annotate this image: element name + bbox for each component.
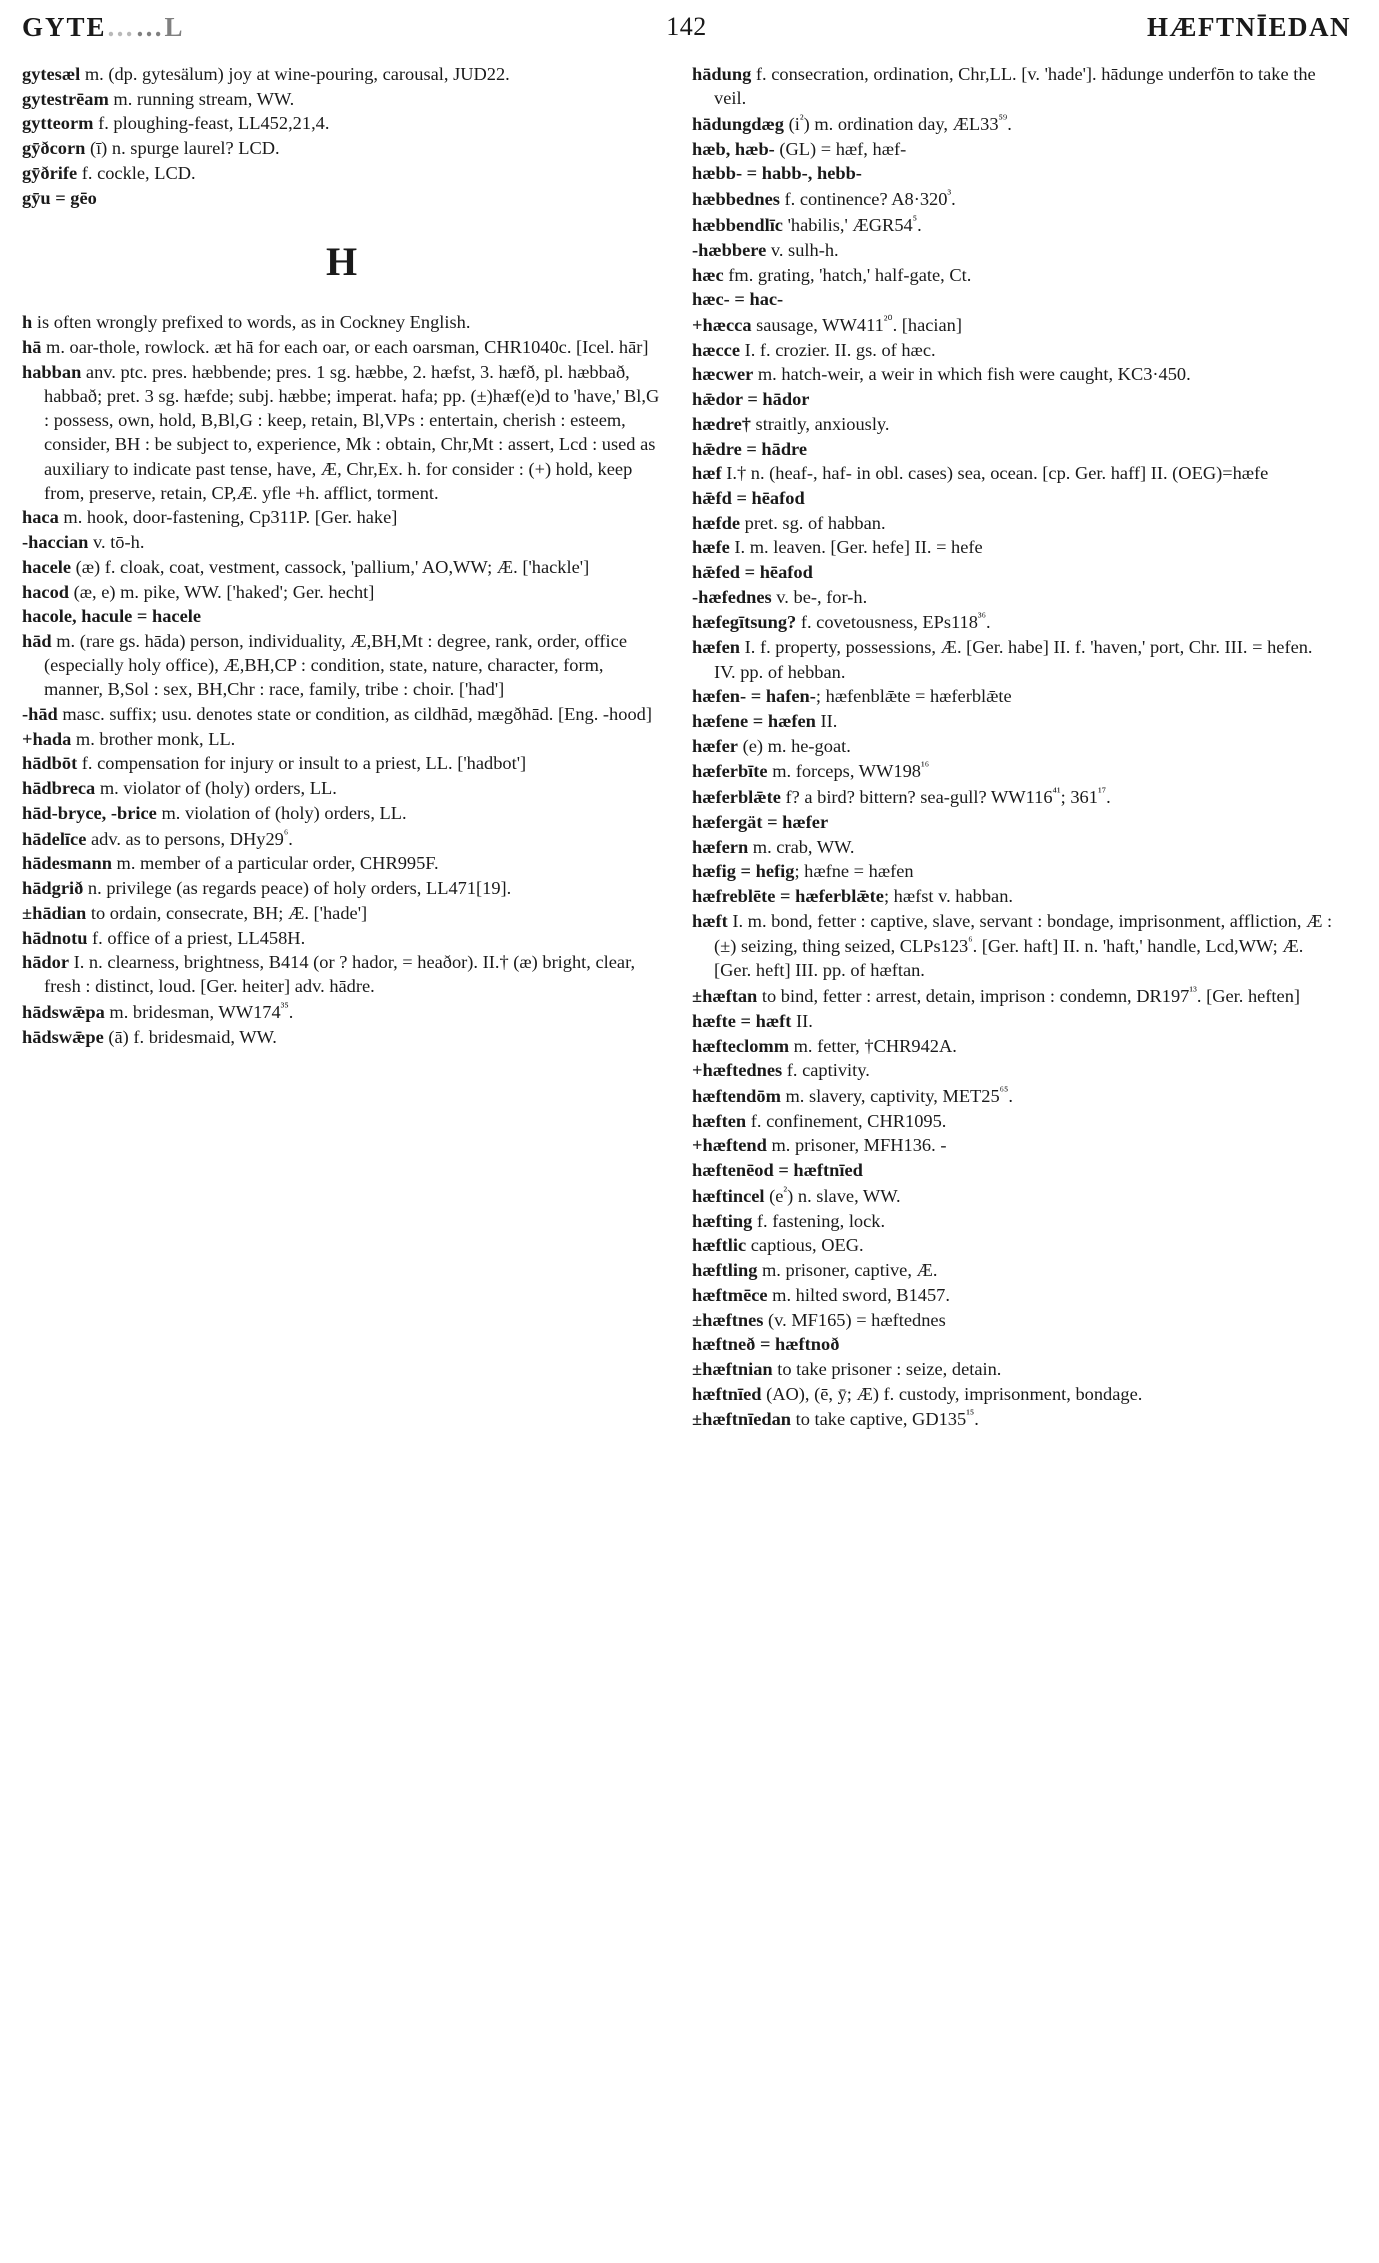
headword: hæfde: [692, 512, 741, 533]
dictionary-entry: hæfer (e) m. he-goat.: [692, 735, 851, 756]
dictionary-entry: ±hæftnian to take prisoner : seize, detain.: [692, 1358, 1002, 1379]
dictionary-entry: hæfteclomm m. fetter, †CHR942A.: [692, 1035, 957, 1056]
headword: +hæcca: [692, 315, 752, 336]
headword: +hæftednes: [692, 1060, 783, 1081]
headword: hǣdre = hādre: [692, 438, 808, 459]
headword: hæftnīed: [692, 1383, 762, 1404]
headword: +hæftend: [692, 1135, 767, 1156]
dictionary-entry: hæfe I. m. leaven. [Ger. hefe] II. = hefe: [692, 537, 983, 558]
headword: -hād: [22, 704, 58, 725]
headword: hādelīce: [22, 828, 87, 849]
dictionary-entry: hæftling m. prisoner, captive, Æ.: [692, 1260, 938, 1281]
dictionary-entry: hæfern m. crab, WW.: [692, 836, 855, 857]
letter-heading: H: [325, 238, 359, 284]
headword: hæftneð = hæftnoð: [692, 1334, 840, 1355]
headword: hæbbednes: [692, 189, 780, 210]
headword: hæcwer: [692, 364, 754, 385]
dictionary-entry: [692, 560, 1337, 584]
headword: hacod: [22, 581, 70, 602]
headword: hacole, hacule = hacele: [22, 606, 202, 627]
headword: hæc: [692, 264, 724, 285]
headword: hæferblǣte: [692, 787, 781, 808]
headword: hæfen- = hafen-: [692, 686, 816, 707]
headword: hǣdor = hādor: [692, 389, 810, 410]
headword: ±hæftnīedan: [692, 1409, 792, 1430]
headword: hæfte = hæft: [692, 1010, 792, 1031]
headword: hæfig = hefig: [692, 861, 795, 882]
dictionary-entry: h is often wrongly prefixed to words, as in Cockney English.: [22, 312, 471, 333]
headword: hæf: [692, 463, 722, 484]
dictionary-entry: +hada m. brother monk, LL.: [22, 728, 236, 749]
dictionary-entry: hæferblǣte f? a bird? bittern? sea-gull? $WW116^{^{41}}$; $361^{^{17}}$.: [692, 785, 1111, 808]
dictionary-entry: hæcwer m. hatch-weir, a weir in which fish were caught, KC3·450.: [692, 364, 1191, 385]
dictionary-entry: hæftmēce m. hilted sword, B1457.: [692, 1284, 950, 1305]
dictionary-entry: [692, 1332, 1337, 1356]
right-column: [692, 62, 1337, 2255]
headword: hādor: [22, 952, 70, 973]
dictionary-entry: ±hādian to ordain, consecrate, BH; Æ. ['hade']: [22, 902, 368, 923]
dictionary-entry: hæfig = hefig; hæfne = hæfen: [692, 861, 914, 882]
headword: hæfene = hæfen: [692, 710, 816, 731]
dictionary-entry: -hād masc. suffix; usu. denotes state or condition, as cildhād, mægðhād. [Eng. -hood]: [22, 704, 652, 725]
dictionary-entry: hādswǣpe (ā) f. bridesmaid, WW.: [22, 1026, 277, 1047]
headword: hǣfd = hēafod: [692, 487, 805, 508]
dictionary-entry: gytestrēam m. running stream, WW.: [22, 88, 295, 109]
dictionary-entry: gȳðcorn (ī) n. spurge laurel? LCD.: [22, 138, 280, 159]
headword: gytestrēam: [22, 88, 109, 109]
dictionary-entry: hādbōt f. compensation for injury or insult to a priest, LL. ['hadbot']: [22, 753, 527, 774]
dictionary-entry: ±hæftnīedan to take captive, $GD135^{^{15}}$.: [692, 1407, 979, 1430]
dictionary-entry: -hæbbere v. sulh-h.: [692, 239, 839, 260]
dictionary-entry: hacele (æ) f. cloak, coat, vestment, cassock, 'pallium,' AO,WW; Æ. ['hackle']: [22, 556, 590, 577]
dictionary-entry: gytesæl m. (dp. gytesälum) joy at wine-pouring, carousal, JUD22.: [22, 64, 510, 84]
headword: hādbōt: [22, 753, 78, 774]
dictionary-entry: hæfen I. f. property, possessions, Æ. [Ger. habe] II. f. 'haven,' port, Chr. III. = hefen. IV. pp. of hebban.: [692, 637, 1313, 682]
headword: hādswǣpe: [22, 1026, 104, 1047]
dictionary-entry: hacod (æ, e) m. pike, WW. ['haked'; Ger. hecht]: [22, 581, 375, 602]
headword: hæfergät = hæfer: [692, 811, 829, 832]
dictionary-entry: hæftnīed (AO), (ē, ȳ; Æ) f. custody, imprisonment, bondage.: [692, 1383, 1143, 1404]
headword: hæfen: [692, 637, 741, 658]
dictionary-entry: [692, 1158, 1337, 1182]
headword: hacele: [22, 556, 72, 577]
headword: hæb, hæb-: [692, 138, 775, 159]
dictionary-entry: gȳðrife f. cockle, LCD.: [22, 162, 196, 183]
dictionary-entry: hæfen- = hafen-; hæfenblǣte = hæferblǣte: [692, 686, 1012, 707]
headword: gytesæl: [22, 64, 81, 84]
dictionary-entry: [692, 161, 1337, 185]
headword: hæfreblēte = hæferblǣte: [692, 886, 884, 907]
dictionary-entry: [692, 287, 1337, 311]
dictionary-entry: gytteorm f. ploughing-feast, LL452,21,4.: [22, 113, 330, 134]
headword: h: [22, 312, 33, 333]
headword: hæfer: [692, 735, 738, 756]
headword: -hæfednes: [692, 586, 772, 607]
headword: hæftenēod = hæftnīed: [692, 1160, 863, 1181]
dictionary-entry: hādelīce adv. as to persons, $DHy29^{^6}$.: [22, 826, 293, 849]
headword: gȳðcorn: [22, 138, 86, 159]
headword: -hæbbere: [692, 239, 767, 260]
dictionary-entry: haca m. hook, door-fastening, Cp311P. [Ger. hake]: [22, 507, 398, 528]
headword: hæftendōm: [692, 1086, 781, 1107]
dictionary-entry: hādungdæg $(i^{^2})$ m. ordination day, $ÆL33^{^{59}}$.: [692, 111, 1012, 135]
headword: hǣfed = hēafod: [692, 562, 813, 583]
dictionary-entry: hæbbednes f. continence? $A8\cdot 320^{^3}$.: [692, 187, 956, 210]
dictionary-entry: hæf I.† n. (heaf-, haf- in obl. cases) sea, ocean. [cp. Ger. haff] II. (OEG)=hæfe: [692, 463, 1269, 484]
dictionary-entry: [22, 186, 662, 210]
dictionary-entry: hādgrið n. privilege (as regards peace) of holy orders, LL471[19].: [22, 878, 512, 899]
headword: hæfteclomm: [692, 1035, 790, 1056]
headword: hæftlic: [692, 1235, 747, 1256]
headword: hæft: [692, 910, 728, 931]
headword: hādgrið: [22, 878, 84, 899]
headword: haca: [22, 507, 59, 528]
dictionary-entry: ±hæftan to bind, fetter : arrest, detain, imprison : condemn, $DR197^{^{13}}$. [Ger. heften]: [692, 984, 1301, 1007]
dictionary-entry: hæftlic captious, OEG.: [692, 1235, 864, 1256]
headword: hædre†: [692, 413, 751, 434]
dictionary-entry: hā m. oar-thole, rowlock. æt hā for each oar, or each oarsman, CHR1040c. [Icel. hār]: [22, 337, 649, 358]
dictionary-entry: +hæcca sausage, $WW411^{^{20}}$. [hacian]: [692, 312, 962, 336]
dictionary-entry: hādor I. n. clearness, brightness, B414 (or ? hador, = heaðor). II.† (æ) bright, clear, fresh : distinct, loud. [Ger. heiter] adv. hādre.: [22, 952, 636, 997]
page-header: [22, 12, 1351, 48]
headword: habban: [22, 361, 82, 382]
dictionary-entry: [692, 486, 1337, 510]
dictionary-entry: +hæftend m. prisoner, MFH136. -: [692, 1135, 947, 1156]
dictionary-entry: +hæftednes f. captivity.: [692, 1060, 870, 1081]
headword: hæferbīte: [692, 761, 768, 782]
dictionary-entry: hādnotu f. office of a priest, LL458H.: [22, 927, 306, 948]
headword: hādnotu: [22, 927, 88, 948]
dictionary-entry: hæc fm. grating, 'hatch,' half-gate, Ct.: [692, 264, 972, 285]
headword: hæftmēce: [692, 1284, 768, 1305]
dictionary-entry: hād m. (rare gs. hāda) person, individuality, Æ,BH,Mt : degree, rank, order, office (especially holy office), Æ,BH,CP : condition, state, nature, character, form, manner, B,Sol : sex, BH,Chr : race, family, tribe : choir. ['had']: [22, 630, 627, 700]
dictionary-entry: ±hæftnes (v. MF165) = hæftednes: [692, 1309, 946, 1330]
running-head-left: GYTE……L: [22, 12, 185, 42]
headword: hæfe: [692, 537, 730, 558]
headword: ±hæftnes: [692, 1309, 764, 1330]
dictionary-entry: hæfting f. fastening, lock.: [692, 1210, 886, 1231]
headword: ±hæftan: [692, 986, 758, 1007]
headword: -haccian: [22, 532, 89, 553]
dictionary-entry: hæferbīte m. forceps, $WW198^{^{16}}$: [692, 759, 930, 782]
dictionary-entry: [22, 604, 662, 628]
dictionary-entry: hæcce I. f. crozier. II. gs. of hæc.: [692, 339, 936, 360]
headword: hæcce: [692, 339, 740, 360]
headword: hādswǣpa: [22, 1002, 105, 1023]
headword: gȳðrife: [22, 162, 78, 183]
headword: gȳu = gēo: [22, 187, 97, 208]
dictionary-entry: hæfde pret. sg. of habban.: [692, 512, 886, 533]
left-column: [22, 62, 662, 2255]
dictionary-entry: -haccian v. tō-h.: [22, 532, 145, 553]
headword: hæfting: [692, 1210, 753, 1231]
dictionary-entry: hādung f. consecration, ordination, Chr,LL. [v. 'hade']. hādunge underfōn to take the veil.: [692, 64, 1316, 109]
headword: hādesmann: [22, 853, 112, 874]
dictionary-entry: hæfene = hæfen II.: [692, 710, 838, 731]
dictionary-entry: [692, 810, 1337, 834]
dictionary-entry: hæftincel $(e^{^2})$ n. slave, WW.: [692, 1183, 901, 1207]
headword: hæftincel: [692, 1186, 765, 1207]
two-column-body: [22, 62, 1355, 2255]
headword: hād: [22, 630, 52, 651]
headword: hād-bryce, -brice: [22, 802, 157, 823]
headword: hæftling: [692, 1260, 758, 1281]
dictionary-entry: [692, 387, 1337, 411]
headword: gytteorm: [22, 113, 94, 134]
headword: hæfern: [692, 836, 749, 857]
headword: hæfegītsung?: [692, 612, 797, 633]
dictionary-entry: hæft I. m. bond, fetter : captive, slave, servant : bondage, imprisonment, affliction, Æ : (±) seizing, thing seized, $CLPs123^{^6}$. [Ger. haft] II. n. 'haft,' handle, Lcd,WW; Æ. [Ger. heft] III. pp. of hæftan.: [692, 910, 1333, 981]
dictionary-entry: hæfegītsung? f. covetousness, $EPs118^{^{36}}$.: [692, 610, 991, 633]
headword: hæften: [692, 1110, 747, 1131]
headword: hæbbendlīc: [692, 215, 783, 236]
dictionary-entry: hādswǣpa m. bridesman, $WW174^{^{35}}$.: [22, 1000, 294, 1023]
dictionary-entry: hædre† straitly, anxiously.: [692, 413, 890, 434]
headword: ±hādian: [22, 902, 87, 923]
headword: hæbb- = habb-, hebb-: [692, 163, 862, 184]
dictionary-entry: hæbbendlīc 'habilis,' $ÆGR54^{^5}$.: [692, 212, 922, 236]
dictionary-entry: hæb, hæb- (GL) = hæf, hæf-: [692, 138, 907, 159]
dictionary-entry: hæfreblēte = hæferblǣte; hæfst v. habban.: [692, 886, 1014, 907]
page-number: 142: [666, 12, 707, 41]
dictionary-entry: hād-bryce, -brice m. violation of (holy) orders, LL.: [22, 802, 407, 823]
headword: hā: [22, 337, 42, 358]
headword: hæc- = hac-: [692, 289, 784, 310]
dictionary-entry: hæften f. confinement, CHR1095.: [692, 1110, 947, 1131]
dictionary-entry: habban anv. ptc. pres. hæbbende; pres. 1 sg. hæbbe, 2. hæfst, 3. hæfð, pl. hæbbað, habbað; pret. 3 sg. hæfde; subj. hæbbe; imperat. hafa; pp. (±)hæf(e)d to 'have,' Bl,G : possess, own, hold, B,Bl,G : keep, retain, Bl,VPs : entertain, cherish : esteem, consider, BH : be subject to, experience, Mk : obtain, Chr,Mt : assert, Lcd : used as auxiliary to indicate past tense, have, Æ, Chr,Ex. h. for consider : (+) hold, keep from, preserve, retain, CP,Æ. yfle +h. afflict, torment.: [22, 361, 660, 503]
dictionary-entry: hādesmann m. member of a particular order, CHR995F.: [22, 853, 439, 874]
headword: +hada: [22, 728, 72, 749]
headword: hādbreca: [22, 778, 96, 799]
dictionary-entry: [692, 437, 1337, 461]
dictionary-entry: -hæfednes v. be-, for-h.: [692, 586, 868, 607]
dictionary-entry: hādbreca m. violator of (holy) orders, LL.: [22, 778, 337, 799]
headword: ±hæftnian: [692, 1358, 773, 1379]
dictionary-entry: hæfte = hæft II.: [692, 1010, 813, 1031]
headword: hādung: [692, 64, 752, 84]
dictionary-entry: hæftendōm m. slavery, captivity, $MET25^{^{65}}$.: [692, 1083, 1013, 1107]
running-head-right: HÆFTNĪEDAN: [1146, 12, 1351, 42]
headword: hādungdæg: [692, 114, 785, 135]
